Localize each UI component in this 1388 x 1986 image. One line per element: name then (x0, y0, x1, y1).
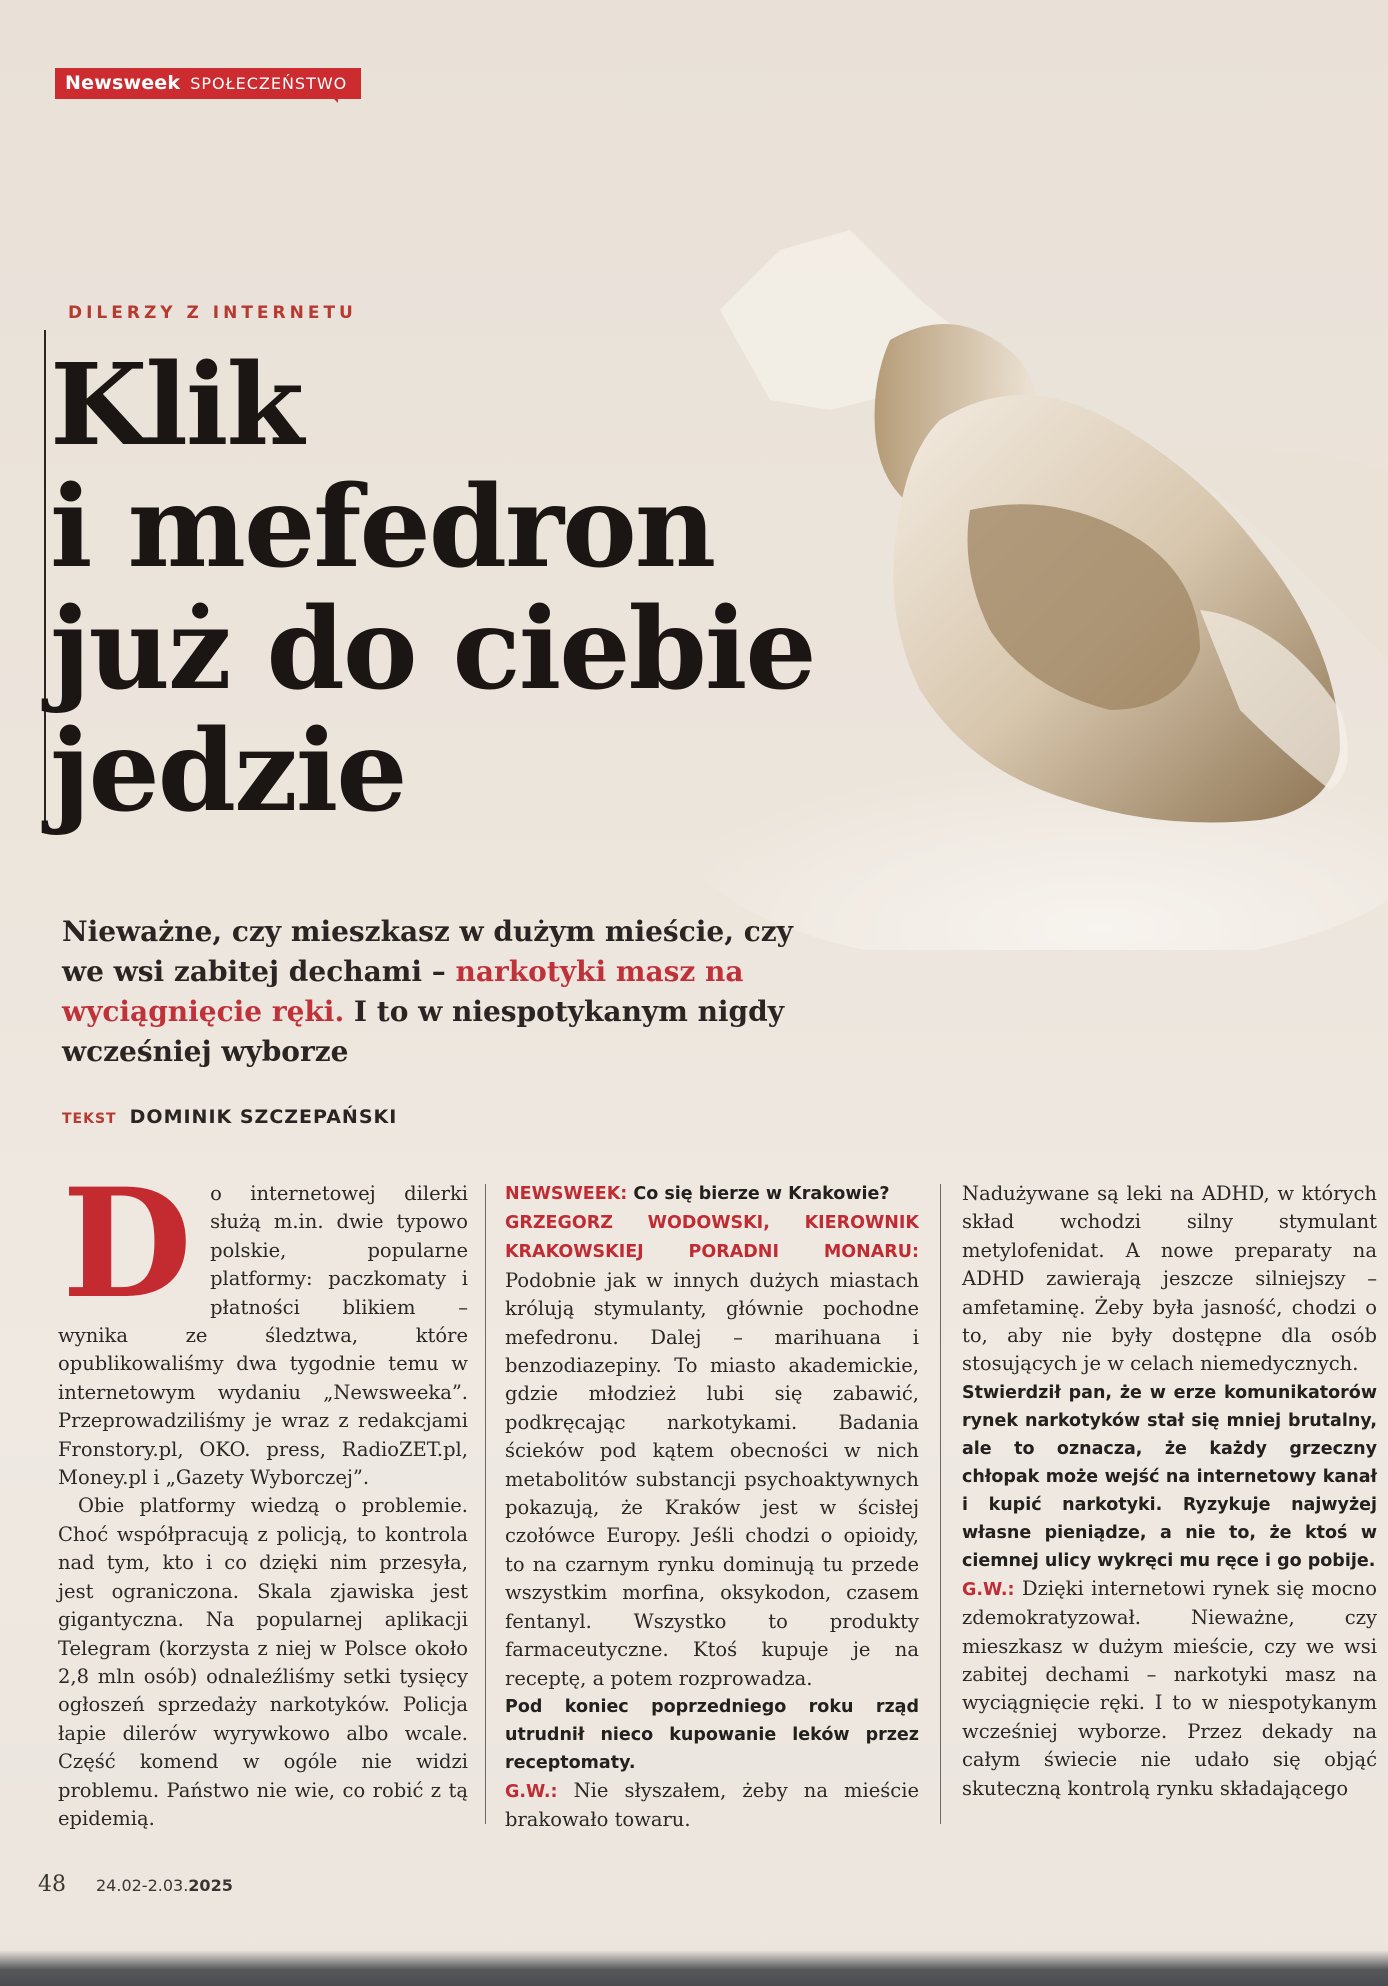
answer-3-text: Dzięki internetowi rynek się mocno zdemokratyzował. Nieważne, czy mieszkasz w dużym mieście, czy we wsi zabitej dechami – narkotyki masz na wyciągnięcie ręki. I to w niespotykanym wcześniej wyborze. Przez dekady na całym świecie nie udało się objąć skuteczną kontrolą rynku składającego (962, 1576, 1377, 1800)
lede-accent: narkotyki masz na wyciągnięcie ręki. (62, 955, 744, 1028)
section-name: SPOŁECZEŃSTWO (190, 74, 348, 93)
section-tag (55, 68, 361, 99)
article-headline (50, 340, 815, 837)
dropcap: D (62, 1156, 193, 1332)
issue-year: 2025 (188, 1876, 233, 1895)
question-3: Stwierdził pan, że w erze komunikatorów rynek narkotyków stał się mniej brutalny, ale to oznacza, że każdy grzeczny chłopak może wejść na internetowy kanał i kupić narkotyki. Ryzykuje najwyżej własne pieniądze, a nie to, że ktoś w ciemnej ulicy wykręci mu ręce i go pobije. (962, 1382, 1377, 1571)
column-3 (962, 1180, 1377, 1803)
column-2 (505, 1180, 919, 1835)
page-number: 48 (38, 1872, 66, 1897)
answer-3-speaker: G.W.: (962, 1579, 1015, 1600)
sugar-wrapped-powder-photo (640, 190, 1388, 950)
answer-2 (505, 1777, 919, 1835)
question-1-text: Co się bierze w Krakowie? (627, 1184, 890, 1204)
answer-2-text: Nie słyszałem, żeby na mieście brakowało towaru. (505, 1778, 919, 1832)
article-lede (62, 912, 842, 1072)
page-footer (38, 1872, 233, 1897)
headline-line-2: i mefedron (50, 462, 715, 593)
column-1 (58, 1156, 468, 1833)
headline-line-3: już do ciebie (50, 584, 815, 715)
lede-part-2: I to w niespotykanym nigdy wcześniej wyborze (62, 995, 784, 1068)
column1-p1-text: o internetowej dilerki służą m.in. dwie typowo polskie, popularne platformy: paczkomaty i płatności blikiem – wynika ze śledztwa, które opublikowaliśmy dwa tygodnie temu w internetowym wydaniu „Newsweeka”. Przeprowadziliśmy je wraz z redakcjami Fronstory.pl, OKO. press, RadioZET.pl, Money.pl i „Gazety Wyborczej”. (58, 1182, 468, 1490)
page-edge-shadow (0, 1950, 1388, 1986)
issue-date (96, 1876, 233, 1895)
answer-1-text: Podobnie jak w innych dużych miastach królują stymulanty, głównie pochodne mefedronu. Dalej – marihuana i benzodiazepiny. To miasto akademickie, gdzie młodzież lubi się zabawić, podkręcając narkotykami. Badania ścieków pod kątem obecności w nich metabolitów substancji psychoaktywnych pokazują, że Kraków jest w ścisłej czołówce Europy. Jeśli chodzi o opioidy, to na czarnym rynku dominują tu przede wszystkim morfina, oksykodon, czasem fentanyl. Wszystko to produkty farmaceutyczne. Ktoś kupuje je na receptę, a potem rozprowadza. (505, 1268, 919, 1690)
lede-part-1: Nieważne, czy mieszkasz w dużym mieście, czy we wsi zabitej dechami – (62, 915, 793, 988)
column-divider-1 (485, 1184, 486, 1824)
column3-paragraph-1: Nadużywane są leki na ADHD, w których skład wchodzi silny stymulant metylofenidat. A nowe preparaty na ADHD zawierają jeszcze silniejszy – amfetaminę. Żeby była jasność, chodzi o to, aby nie były dostępne dla osób stosujących je w celach niemedycznych. (962, 1182, 1377, 1376)
answer-2-speaker: G.W.: (505, 1781, 558, 1802)
headline-vertical-rule (44, 330, 46, 830)
article-kicker: DILERZY Z INTERNETU (68, 303, 357, 323)
question-1 (505, 1180, 919, 1208)
answer-1 (505, 1208, 919, 1693)
byline-label: TEKST (62, 1111, 117, 1127)
section-tag-notch (330, 95, 338, 103)
question-2: Pod koniec poprzedniego roku rząd utrudnił nieco kupowanie leków przez receptomaty. (505, 1696, 919, 1773)
byline (62, 1106, 397, 1128)
headline-line-4: jedzie (50, 706, 406, 837)
column1-paragraph-1 (58, 1156, 468, 1492)
byline-author: DOMINIK SZCZEPAŃSKI (129, 1106, 398, 1128)
answer-1-speaker: GRZEGORZ WODOWSKI, KIEROWNIK KRAKOWSKIEJ PORADNI MONARU: (505, 1213, 919, 1263)
headline-line-1: Klik (50, 340, 303, 471)
answer-3 (962, 1575, 1377, 1803)
issue-date-range: 24.02-2.03. (96, 1876, 189, 1895)
question-1-speaker: NEWSWEEK: (505, 1184, 628, 1204)
column1-paragraph-2: Obie platformy wiedzą o problemie. Choć współpracują z policją, to kontrola nad tym, kto i co dzięki nim przesyła, jest ograniczona. Skala zjawiska jest gigantyczna. Na popularnej aplikacji Telegram (korzysta z niej w Polsce około 2,8 mln osób) odnaleźliśmy setki tysięcy ogłoszeń sprzedaży narkotyków. Policja łapie dilerów wyrywkowo albo wcale. Część komend w ogóle nie widzi problemu. Państwo nie wie, co robić z tą epidemią. (58, 1494, 468, 1830)
brand-name: Newsweek (65, 72, 181, 94)
column-divider-2 (940, 1184, 941, 1824)
